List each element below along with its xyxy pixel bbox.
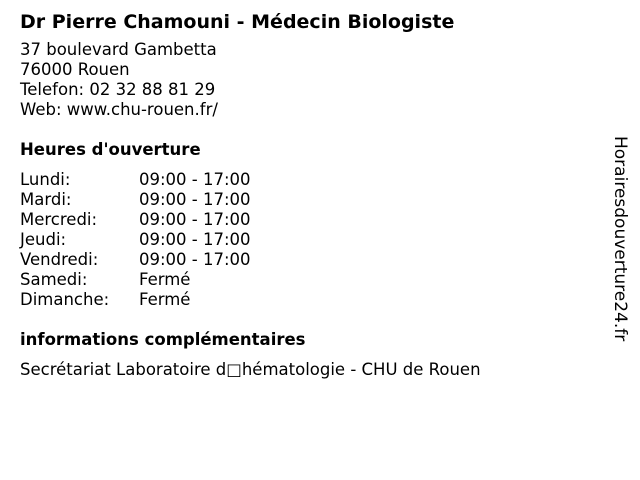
hours-day: Dimanche: (20, 290, 110, 309)
hours-time: 09:00 - 17:00 (139, 170, 251, 189)
hours-day: Mercredi: (20, 210, 98, 229)
phone-number: Telefon: 02 32 88 81 29 (20, 80, 216, 99)
street-address: 37 boulevard Gambetta (20, 40, 217, 59)
hours-day: Samedi: (20, 270, 88, 289)
hours-row-monday (20, 170, 600, 190)
hours-row-friday (20, 250, 600, 270)
opening-hours-table (20, 170, 600, 310)
additional-info-heading: informations complémentaires (20, 330, 306, 349)
hours-row-thursday (20, 230, 600, 250)
hours-day: Vendredi: (20, 250, 99, 269)
city-postal: 76000 Rouen (20, 60, 130, 79)
hours-row-wednesday (20, 210, 600, 230)
site-watermark: Horairesdouverture24.fr (610, 136, 630, 342)
page-title: Dr Pierre Chamouni - Médecin Biologiste (20, 11, 455, 33)
hours-time: 09:00 - 17:00 (139, 250, 251, 269)
hours-row-saturday (20, 270, 600, 290)
hours-day: Jeudi: (20, 230, 67, 249)
hours-day: Lundi: (20, 170, 71, 189)
business-card (20, 10, 600, 380)
hours-time: 09:00 - 17:00 (139, 190, 251, 209)
website: Web: www.chu-rouen.fr/ (20, 100, 218, 119)
hours-row-sunday (20, 290, 600, 310)
hours-row-tuesday (20, 190, 600, 210)
hours-time: 09:00 - 17:00 (139, 230, 251, 249)
hours-time: Fermé (139, 270, 191, 289)
opening-hours-heading: Heures d'ouverture (20, 140, 201, 159)
address-block (20, 40, 600, 120)
hours-day: Mardi: (20, 190, 72, 209)
hours-time: Fermé (139, 290, 191, 309)
hours-time: 09:00 - 17:00 (139, 210, 251, 229)
additional-info-text: Secrétariat Laboratoire d□hématologie - CHU de Rouen (20, 360, 481, 379)
